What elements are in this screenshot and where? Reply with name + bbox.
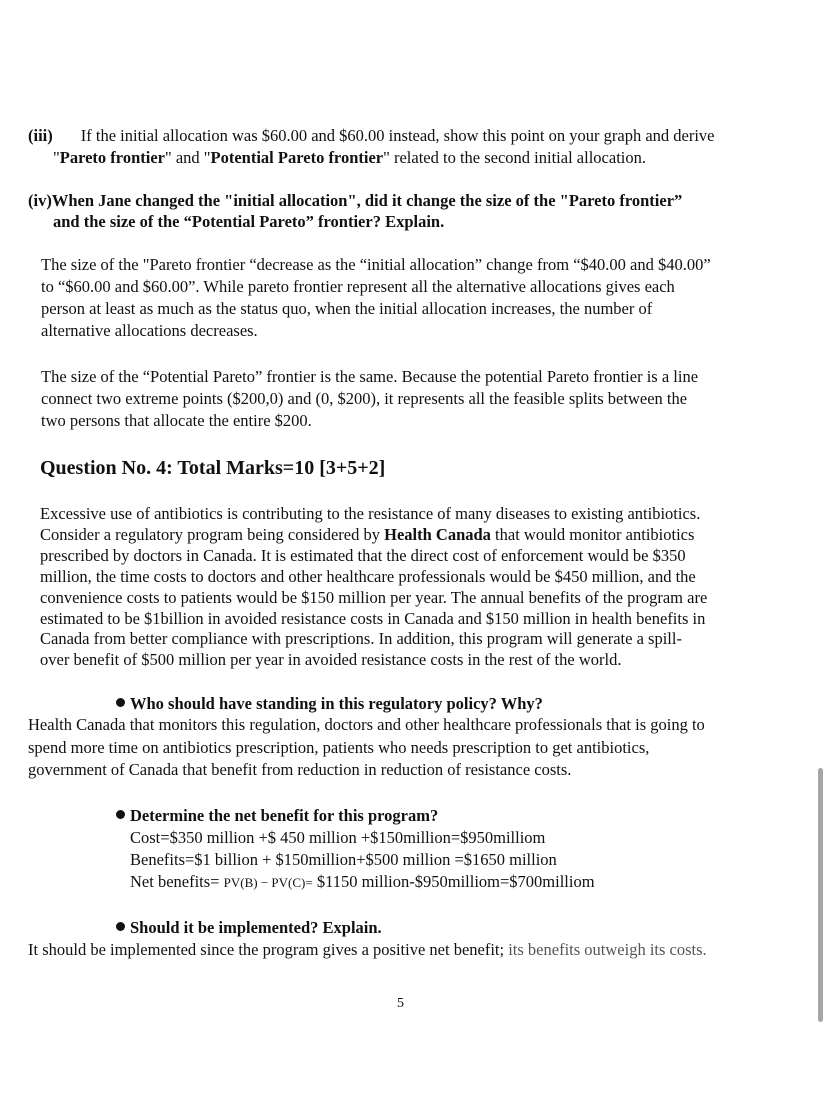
- answer-iv-p1-line: to “$60.00 and $60.00”. While pareto frontier represent all the alternative allocations gives each: [41, 277, 675, 296]
- question4-heading: Question No. 4: Total Marks=10 [3+5+2]: [40, 457, 386, 479]
- part-iii-line1: [28, 125, 715, 147]
- cost-calculation: Cost=$350 million +$ 450 million +$150million=$950milliom: [130, 828, 546, 847]
- answer-iv-p1-line: alternative allocations decreases.: [41, 321, 258, 340]
- vertical-scrollbar[interactable]: [818, 768, 823, 1022]
- question4-para-line: Excessive use of antibiotics is contributing to the resistance of many diseases to existing antibiotics.: [40, 504, 701, 523]
- part-iii-line2: "Pareto frontier" and "Potential Pareto frontier" related to the second initial allocation.: [53, 148, 646, 167]
- net-benefits-calculation: Net benefits= PV(B) − PV(C)= $1150 million-$950milliom=$700milliom: [130, 872, 595, 891]
- question4-para-line: over benefit of $500 million per year in avoided resistance costs in the rest of the world.: [40, 650, 622, 669]
- bullet-icon: [116, 810, 125, 819]
- question4-para-line: Consider a regulatory program being considered by Health Canada that would monitor antibiotics: [40, 525, 695, 544]
- bullet1-answer-line: government of Canada that benefit from reduction in reduction of resistance costs.: [28, 760, 572, 779]
- part-iv-line2: and the size of the “Potential Pareto” frontier? Explain.: [53, 212, 445, 231]
- question4-para-line: estimated to be $1billion in avoided resistance costs in Canada and $150 million in health benefits in: [40, 609, 706, 628]
- bullet1-answer-line: Health Canada that monitors this regulation, doctors and other healthcare professionals that is going to: [28, 715, 705, 734]
- benefits-calculation: Benefits=$1 billion + $150million+$500 million =$1650 million: [130, 850, 557, 869]
- question4-para-line: Canada from better compliance with prescriptions. In addition, this program will generate a spill-: [40, 629, 682, 648]
- part-iv-text-line1: When Jane changed the "initial allocation", did it change the size of the "Pareto frontier”: [51, 191, 683, 210]
- question4-para-line: prescribed by doctors in Canada. It is estimated that the direct cost of enforcement would be $350: [40, 546, 686, 565]
- pareto-frontier-term: Pareto frontier: [59, 148, 165, 167]
- answer-iv-p2-line: connect two extreme points ($200,0) and (0, $200), it represents all the feasible splits between the: [41, 389, 688, 408]
- answer-iv-p2-line: The size of the “Potential Pareto” frontier is the same. Because the potential Pareto frontier is a line: [41, 367, 699, 386]
- bullet3-question: Should it be implemented? Explain.: [116, 917, 382, 939]
- health-canada-term: Health Canada: [384, 525, 491, 544]
- bullet1-question: Who should have standing in this regulatory policy? Why?: [116, 693, 543, 715]
- answer-iv-p1-line: person at least as much as the status quo, when the initial allocation increases, the number of: [41, 299, 653, 318]
- part-iii-label: (iii): [28, 126, 53, 145]
- bullet2-question: Determine the net benefit for this program?: [116, 805, 438, 827]
- page-number: 5: [397, 996, 404, 1011]
- answer-iv-p2-line: two persons that allocate the entire $200.: [41, 411, 312, 430]
- potential-pareto-frontier-term: Potential Pareto frontier: [210, 148, 384, 167]
- bullet3-answer: It should be implemented since the program gives a positive net benefit; its benefits outweigh its costs.: [28, 940, 707, 959]
- question4-para-line: million, the time costs to doctors and other healthcare professionals would be $450 million, and the: [40, 567, 696, 586]
- part-iv-label: (iv): [28, 191, 52, 210]
- answer-iv-p1-line: The size of the "Pareto frontier “decrease as the “initial allocation” change from “$40.00 and $40.00”: [41, 255, 711, 274]
- question4-para-line: convenience costs to patients would be $150 million per year. The annual benefits of the program are: [40, 588, 708, 607]
- part-iv-line1: [28, 190, 682, 212]
- bullet1-answer-line: spend more time on antibiotics prescription, patients who needs prescription to get antibiotics,: [28, 738, 650, 757]
- bullet-icon: [116, 698, 125, 707]
- part-iii-text-line1: If the initial allocation was $60.00 and $60.00 instead, show this point on your graph and derive: [80, 126, 715, 145]
- bullet-icon: [116, 922, 125, 931]
